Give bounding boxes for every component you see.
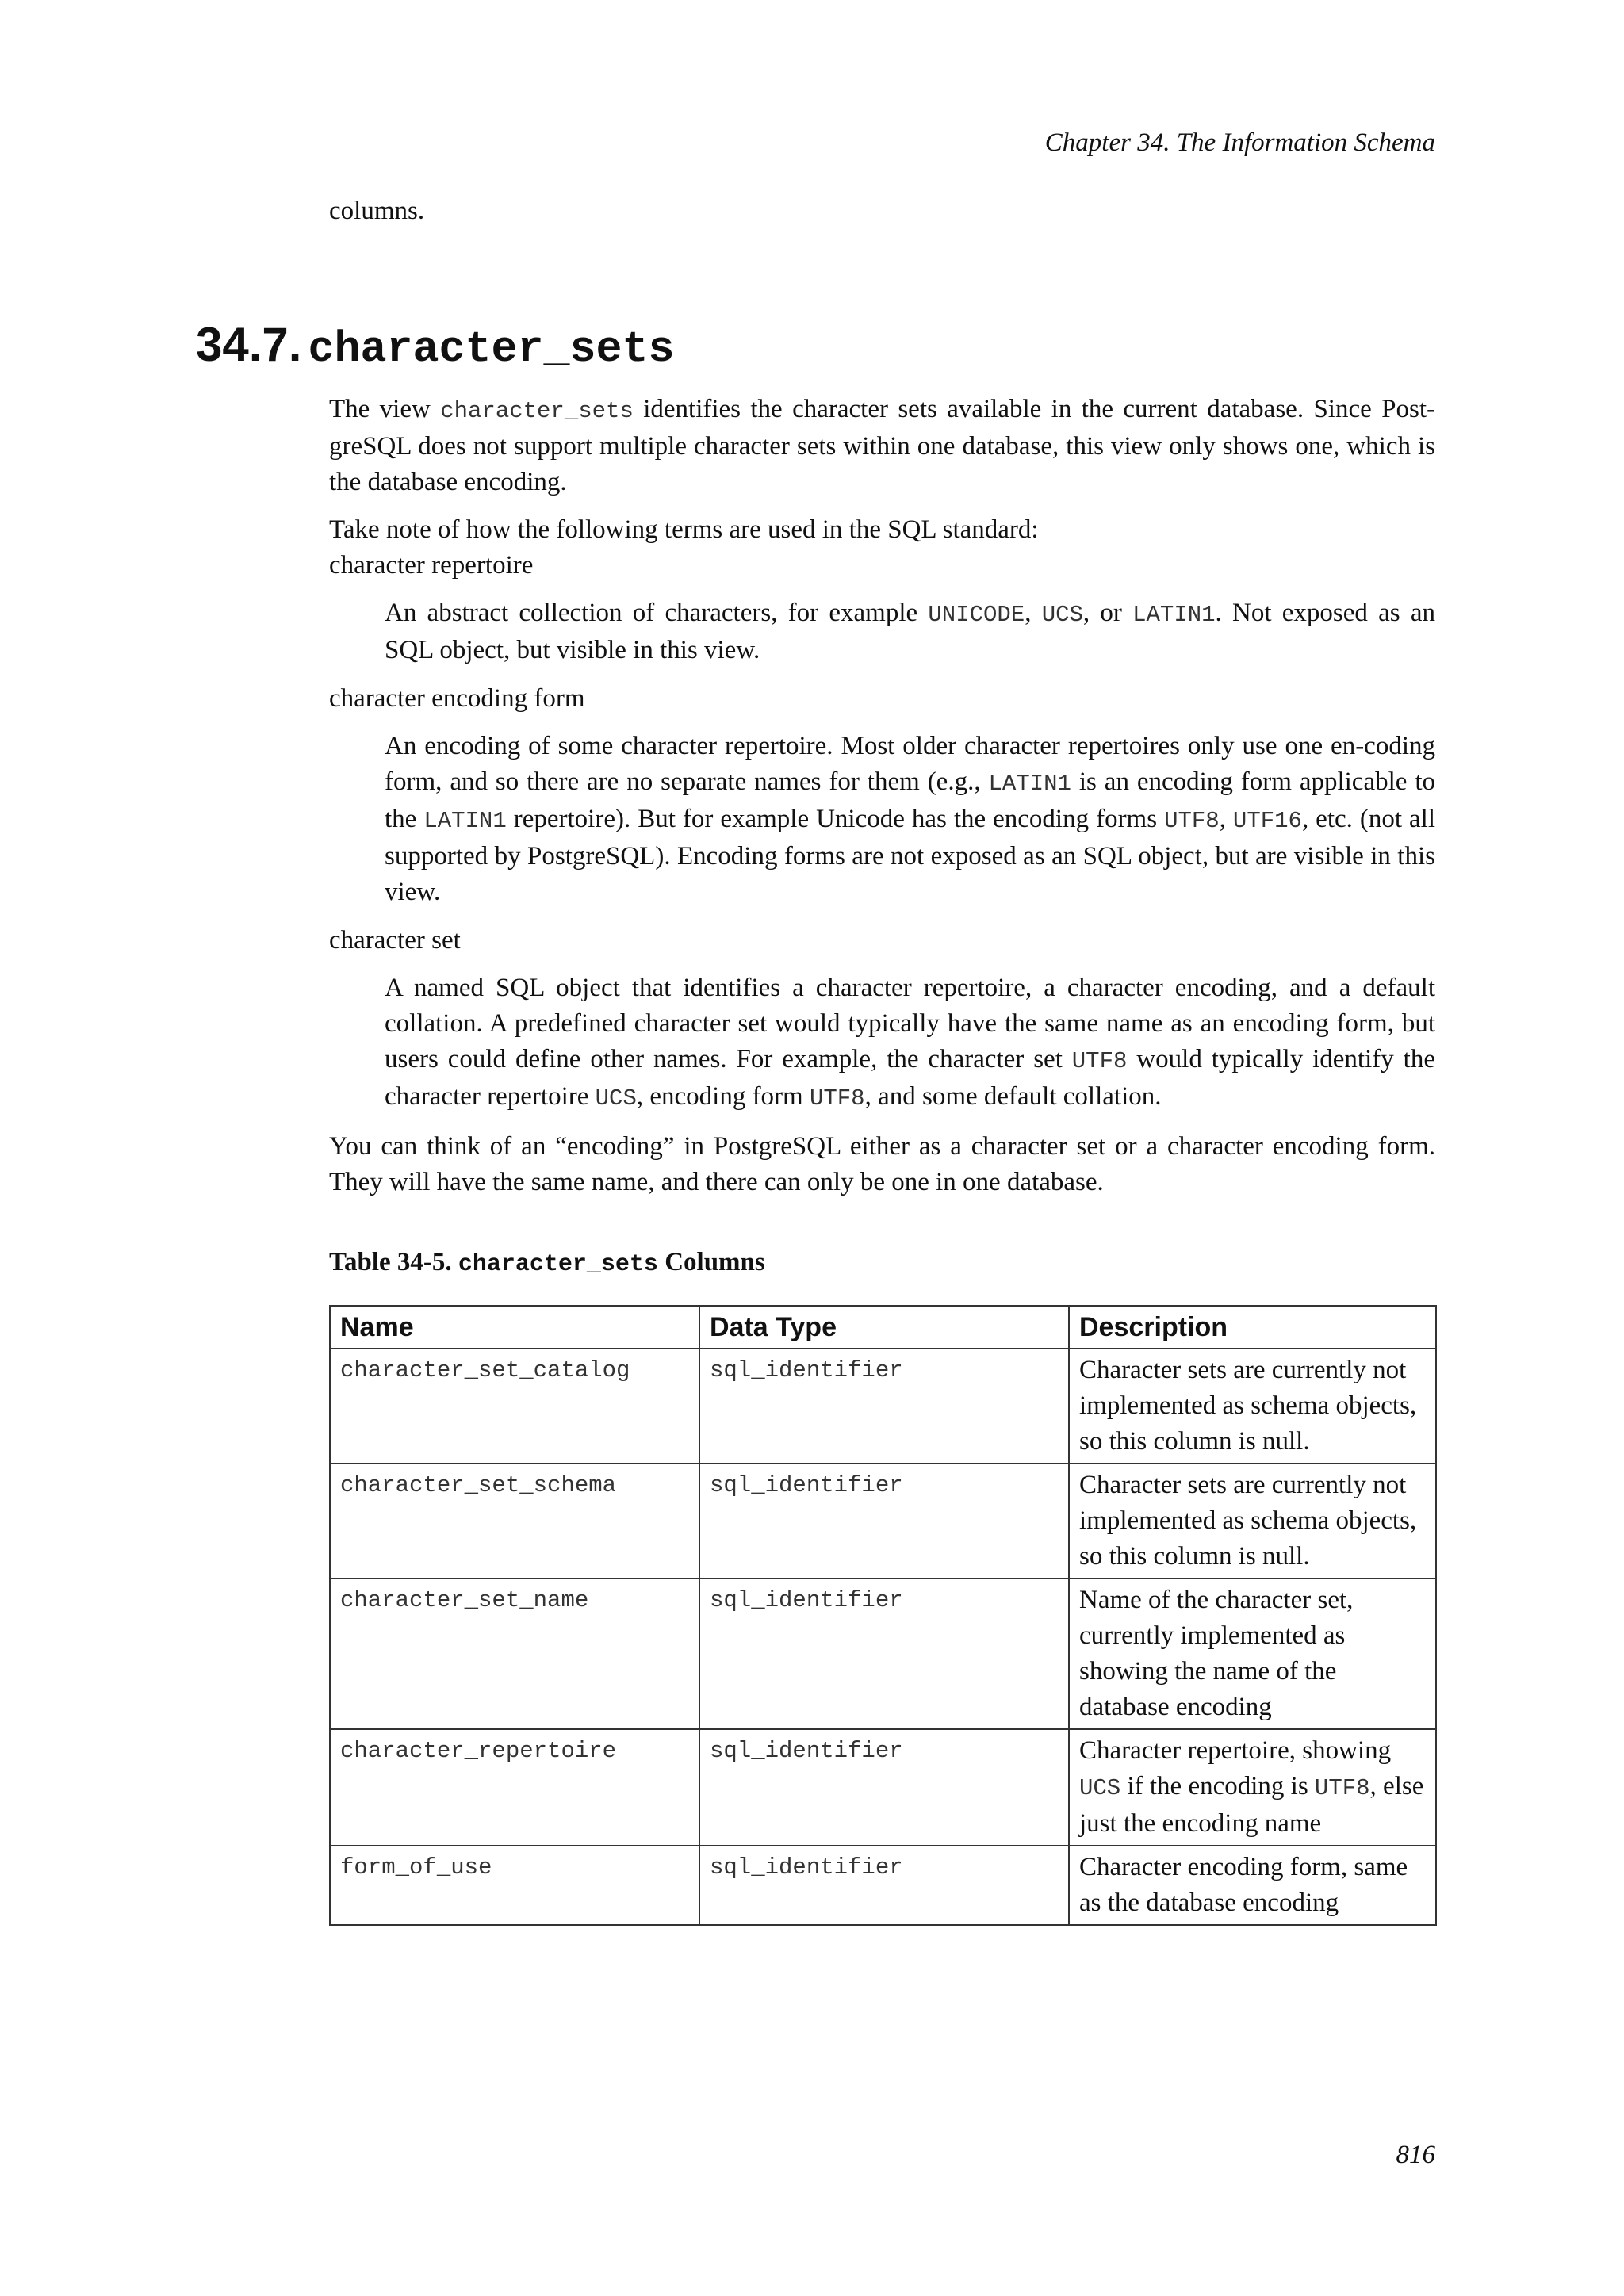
columns-table <box>329 1305 1437 1926</box>
section-number: 34.7. <box>196 318 302 371</box>
text-run: would typically identify the character repertoire <box>385 1045 1435 1111</box>
code-utf8: UTF8 <box>1071 1048 1128 1074</box>
term-character-repertoire: character repertoire <box>329 551 534 580</box>
code-utf16: UTF16 <box>1232 808 1302 834</box>
table-title-prefix: Table 34-5. <box>329 1248 458 1276</box>
text-run: identifies the character sets available in the current database. Since Post-greSQL does not support multiple character sets within one database, this view only shows one, which is the database encoding. <box>329 395 1435 496</box>
term-character-encoding-form: character encoding form <box>329 684 585 713</box>
cell-description: Character sets are currently not implemented as schema objects, so this column is null. <box>1069 1349 1436 1464</box>
cell-name: character_set_schema <box>330 1464 699 1578</box>
definition-character-encoding-form <box>385 729 1435 910</box>
text-run: , <box>1219 805 1233 833</box>
definition-character-repertoire <box>385 595 1435 668</box>
column-header-data-type: Data Type <box>699 1306 1069 1349</box>
cell-data-type: sql_identifier <box>699 1846 1069 1925</box>
cell-data-type: sql_identifier <box>699 1578 1069 1729</box>
cell-description <box>1069 1729 1436 1846</box>
section-title: character_sets <box>308 324 675 374</box>
text-run: , and some default collation. <box>864 1082 1162 1111</box>
table-title <box>329 1245 1435 1283</box>
cell-description: Name of the character set, currently implemented as showing the name of the database encoding <box>1069 1578 1436 1729</box>
text-run: An encoding of some character repertoire. Most older character repertoires only use one en-coding form, and so there are no separate names for them (e.g., <box>385 732 1435 796</box>
terms-intro-paragraph: Take note of how the following terms are used in the SQL standard: <box>329 515 1039 544</box>
definition-character-set <box>385 970 1435 1116</box>
text-run: The view <box>329 395 441 423</box>
table-title-code: character_sets <box>458 1251 658 1278</box>
column-header-description: Description <box>1069 1306 1436 1349</box>
code-latin1: LATIN1 <box>423 808 507 834</box>
text-run: , <box>1025 599 1042 627</box>
cell-name: form_of_use <box>330 1846 699 1925</box>
table-row <box>330 1846 1436 1925</box>
text-run: An abstract collection of characters, for example <box>385 599 929 627</box>
intro-paragraph <box>329 392 1435 500</box>
running-header: Chapter 34. The Information Schema <box>1044 128 1435 157</box>
text-run: , or <box>1082 599 1133 627</box>
table-row <box>330 1464 1436 1578</box>
code-latin1: LATIN1 <box>1132 602 1216 628</box>
text-run: A named SQL object that identifies a character repertoire, a character encoding, and a default collation. A predefined character set would typically have the same name as an encoding form, but users could define other names. For example, the character set <box>385 974 1435 1073</box>
intro-fragment: columns. <box>329 197 425 225</box>
text-run: Character repertoire, showing <box>1079 1736 1392 1765</box>
table-row <box>330 1349 1436 1464</box>
cell-data-type: sql_identifier <box>699 1464 1069 1578</box>
cell-name: character_repertoire <box>330 1729 699 1846</box>
code-utf8: UTF8 <box>1164 808 1220 834</box>
section-body <box>329 392 1435 1926</box>
cell-data-type: sql_identifier <box>699 1729 1069 1846</box>
term-character-set: character set <box>329 926 461 955</box>
code-ucs: UCS <box>1041 602 1083 628</box>
cell-name: character_set_name <box>330 1578 699 1729</box>
table-row <box>330 1578 1436 1729</box>
text-run: . Not exposed as an SQL object, but visible in this view. <box>385 599 1435 664</box>
cell-data-type: sql_identifier <box>699 1349 1069 1464</box>
table-row <box>330 1729 1436 1846</box>
encoding-paragraph: You can think of an “encoding” in PostgreSQL either as a character set or a character encoding form. They will have the same name, and there can only be one in one database. <box>329 1132 1435 1196</box>
text-run: if the encoding is <box>1120 1772 1315 1800</box>
code-character-sets: character_sets <box>440 398 634 424</box>
table-title-suffix: Columns <box>657 1248 765 1276</box>
code-utf8: UTF8 <box>1314 1775 1370 1801</box>
text-run: repertoire). But for example Unicode has the encoding forms <box>506 805 1165 833</box>
cell-description: Character sets are currently not implemented as schema objects, so this column is null. <box>1069 1464 1436 1578</box>
code-ucs: UCS <box>1079 1775 1121 1801</box>
text-run: , else just the encoding name <box>1079 1772 1424 1838</box>
table-header-row <box>330 1306 1436 1349</box>
cell-name: character_set_catalog <box>330 1349 699 1464</box>
code-ucs: UCS <box>595 1085 637 1112</box>
cell-description: Character encoding form, same as the database encoding <box>1069 1846 1436 1925</box>
code-utf8: UTF8 <box>809 1085 865 1112</box>
text-run: , etc. (not all supported by PostgreSQL). Encoding forms are not exposed as an SQL object, but are visible in this view. <box>385 805 1435 906</box>
code-latin1: LATIN1 <box>988 771 1071 797</box>
section-heading <box>196 317 675 374</box>
text-run: is an encoding form applicable to the <box>385 767 1435 833</box>
column-header-name: Name <box>330 1306 699 1349</box>
page-number: 816 <box>1396 2141 1435 2169</box>
text-run: , encoding form <box>636 1082 810 1111</box>
code-unicode: UNICODE <box>928 602 1025 628</box>
